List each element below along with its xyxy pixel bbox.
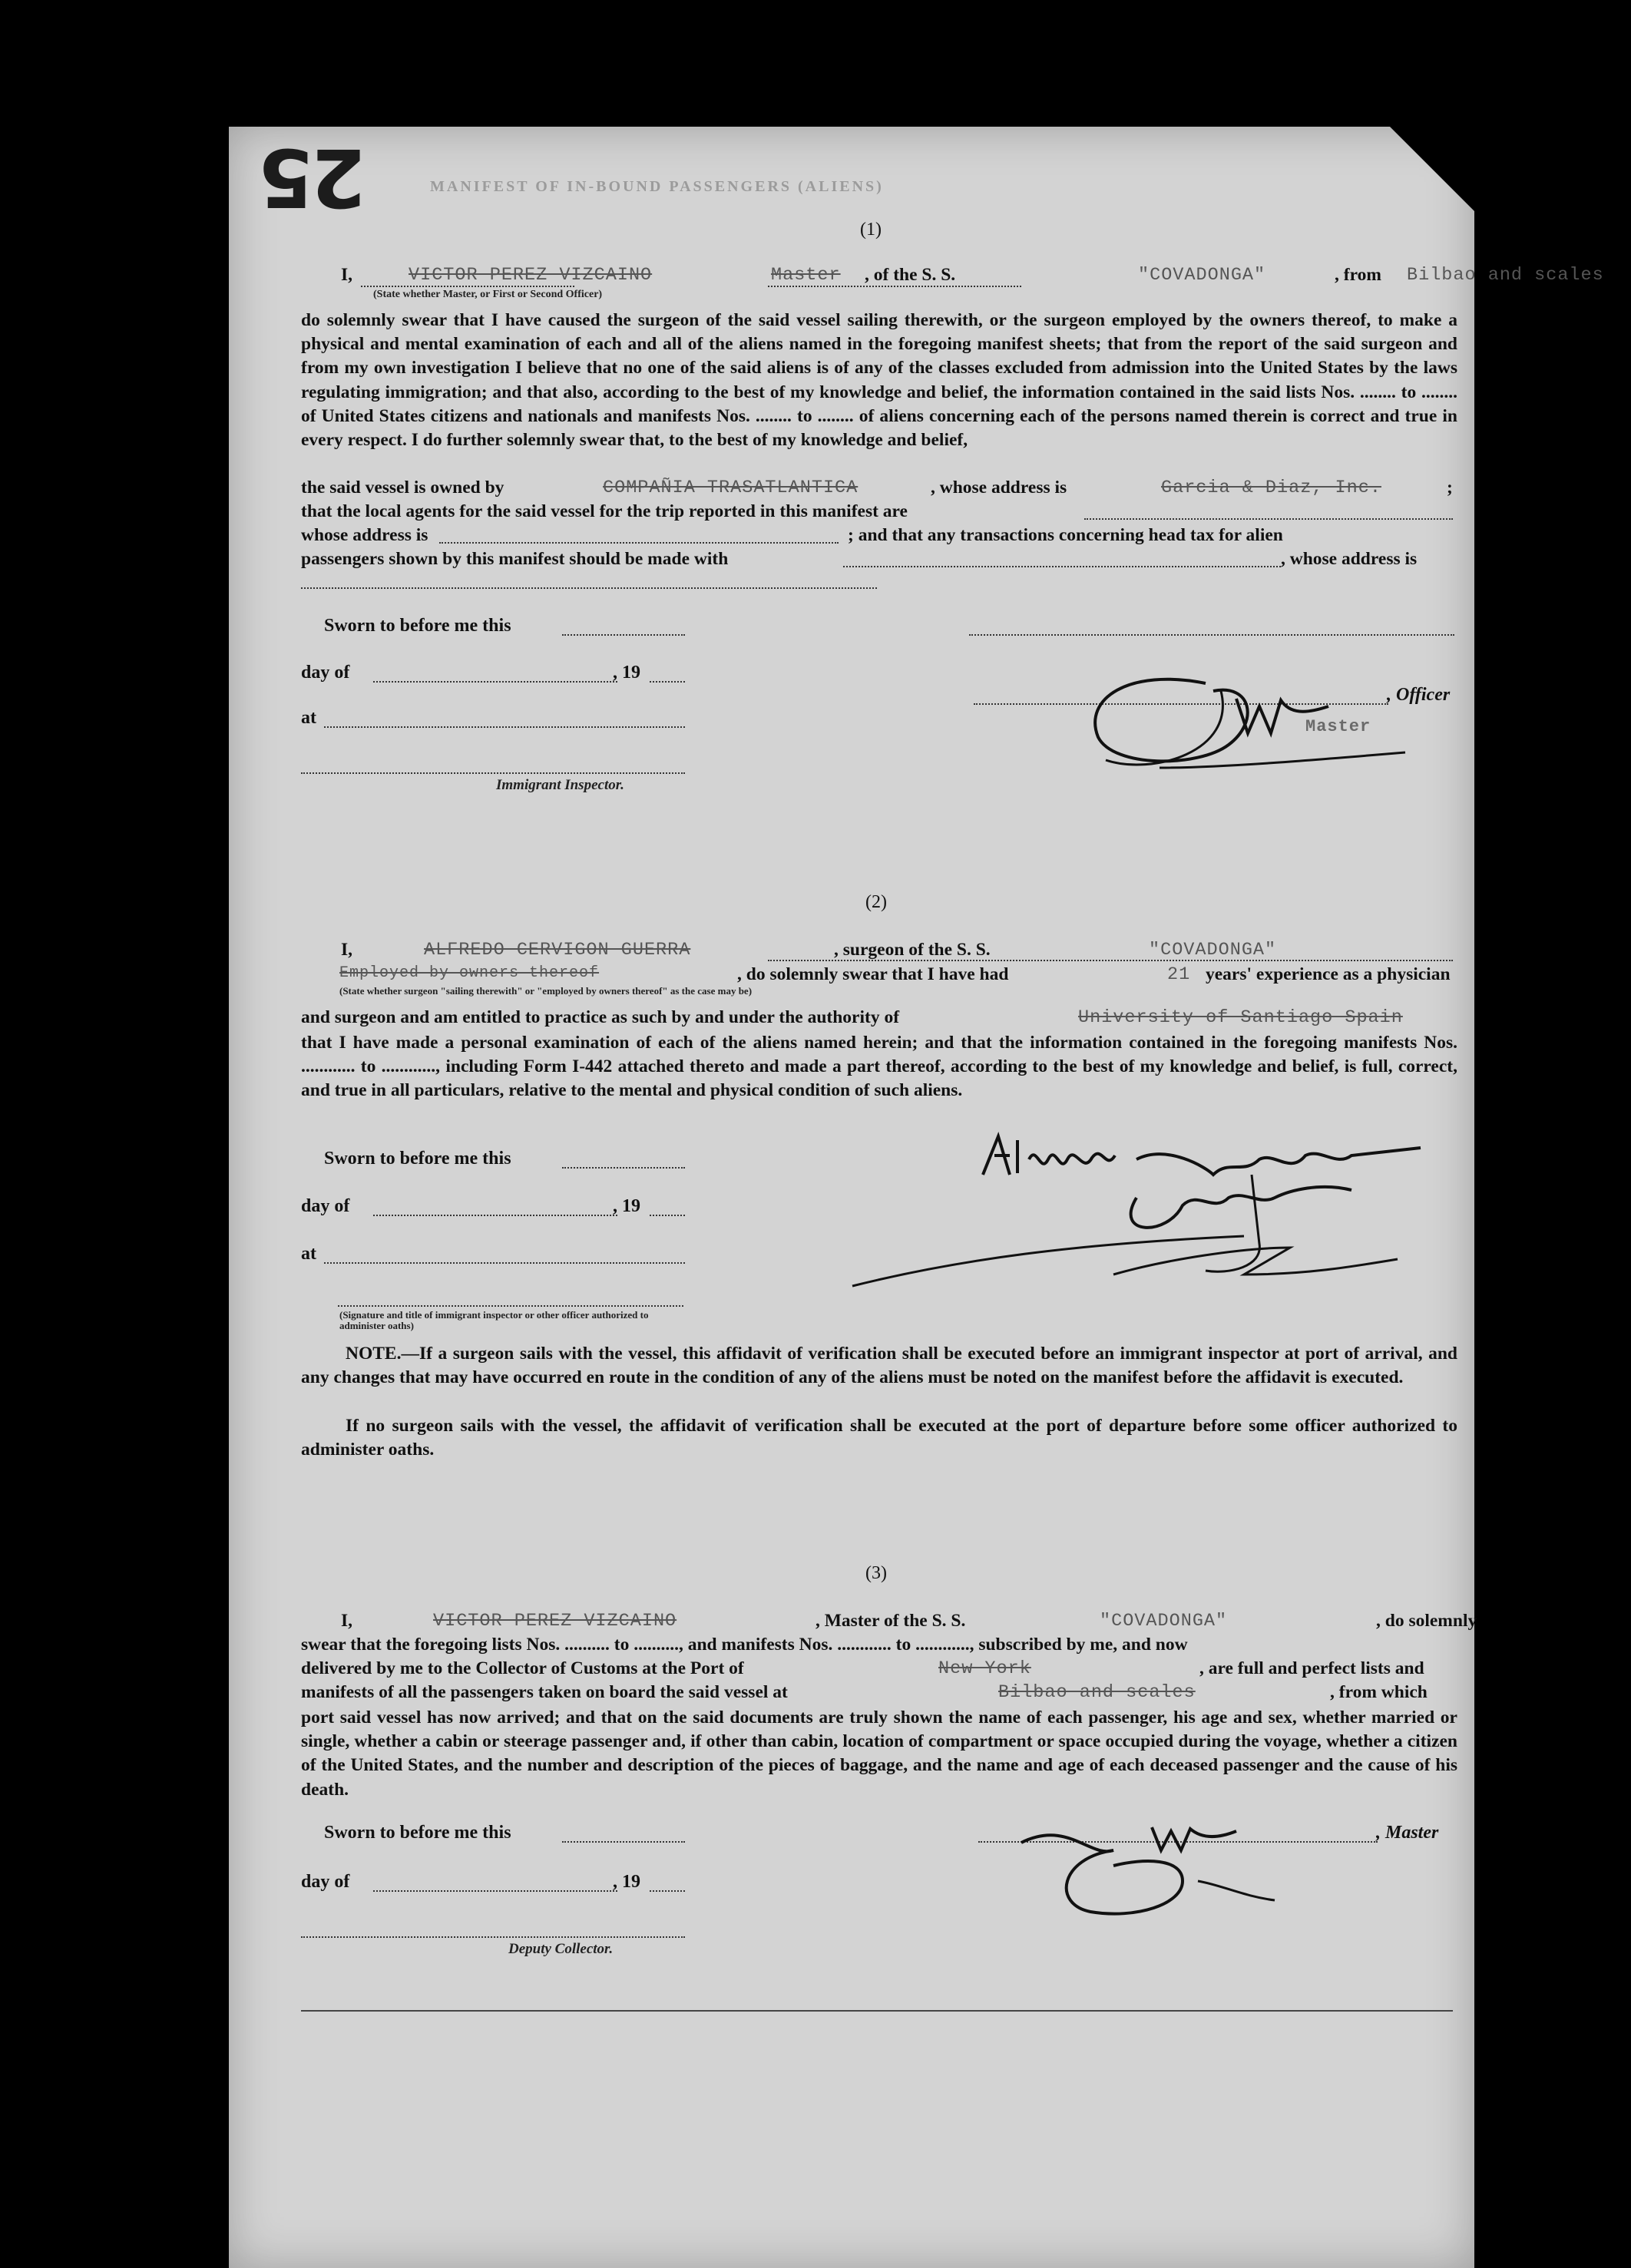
at-label: at: [301, 1244, 316, 1264]
sworn-label: Sworn to before me this: [324, 616, 511, 636]
dotted-line: [361, 286, 574, 287]
dotted-line: [562, 1167, 685, 1169]
dotted-line: [562, 1841, 685, 1843]
master-title: Master: [771, 265, 841, 286]
sworn-label: Sworn to before me this: [324, 1149, 511, 1169]
owner-name: COMPAÑIA TRASATLANTICA: [603, 478, 859, 498]
day-label: day of: [301, 663, 350, 683]
owner-address: Garcia & Diaz, Inc.: [1161, 478, 1381, 498]
port-line: [301, 1658, 1457, 1679]
officer-typed: Master: [1305, 717, 1371, 736]
from-port: Bilbao and scales: [1407, 265, 1604, 286]
whose-address-label: whose address is: [301, 525, 428, 545]
master-signature-1: [1083, 653, 1444, 783]
from-which-label: , from which: [1330, 1682, 1428, 1702]
punch-hole: [1505, 689, 1540, 729]
port-value: New York: [938, 1658, 1031, 1679]
punch-hole: [1509, 1522, 1544, 1562]
section-3-body: port said vessel has now arrived; and that on the said documents are truly shown the name of each passenger, his age and sex, whether married or single, whether a cabin or steerage passenger and, if other than cabin, location of compartment or space occupied during the voyage, whether a citizen of the United States, and the number and description of the pieces of baggage, and the name and age of each deceased passenger and the cause of his death.: [301, 1708, 1457, 1800]
surgeon-name: ALFREDO CERVIGON GUERRA: [424, 940, 691, 960]
inspector-caption: Immigrant Inspector.: [496, 777, 624, 793]
note-text: —If a surgeon sails with the vessel, this affidavit of verification shall be executed before an immigrant inspector at port of arrival, and any changes that may have occurred en route in the condition of any of the aliens must be noted on the manifest before the affidavit is executed.: [301, 1344, 1457, 1388]
punch-hole: [1507, 815, 1543, 855]
vessel-name: "COVADONGA": [1149, 940, 1277, 960]
punch-hole: [1530, 1171, 1566, 1211]
year-label: , 19: [613, 1196, 640, 1216]
dotted-line: [562, 634, 685, 636]
punch-hole: [1507, 301, 1543, 341]
dotted-line: [1084, 518, 1453, 520]
caption: (State whether surgeon "sailing therewith" or "employed by owners thereof" as the case may be): [339, 985, 753, 997]
dotted-line: [338, 1305, 683, 1307]
boarded-label: manifests of all the passengers taken on board the said vessel at: [301, 1682, 788, 1702]
experience-label: years' experience as a physician: [1206, 964, 1451, 984]
master-name: VICTOR PEREZ VIZCAINO: [433, 1611, 677, 1632]
from-label: , from: [1335, 265, 1381, 285]
dotted-line: [650, 1890, 685, 1892]
folded-corner: [1390, 127, 1474, 211]
punch-hole: [1509, 183, 1544, 223]
at-label: at: [301, 708, 316, 728]
years-value: 21: [1167, 964, 1191, 985]
agents-label: that the local agents for the said vessel for the trip reported in this manifest are: [301, 501, 908, 521]
master-label: , Master: [1376, 1823, 1439, 1843]
solemnly-label: , do solemnly: [1376, 1611, 1477, 1631]
owned-label: the said vessel is owned by: [301, 478, 505, 498]
ss-label: , surgeon of the S. S.: [834, 940, 991, 960]
dotted-line: [650, 681, 685, 683]
swear-label: , do solemnly swear that I have had: [737, 964, 1009, 984]
section-1-number: (1): [860, 220, 882, 240]
dotted-line: [373, 1215, 617, 1216]
punch-hole: [1530, 344, 1565, 384]
dotted-line: [301, 772, 685, 774]
note-2: If no surgeon sails with the vessel, the affidavit of verification shall be executed at the port of departure before some officer authorized to administer oaths.: [301, 1416, 1457, 1460]
signature-line: [969, 634, 1454, 636]
ss-label: , Master of the S. S.: [816, 1611, 966, 1631]
pronoun: I,: [341, 265, 353, 285]
port-label: delivered by me to the Collector of Customs at the Port of: [301, 1658, 744, 1678]
punch-hole: [1509, 2157, 1544, 2197]
passengers-label: passengers shown by this manifest should be made with: [301, 549, 729, 569]
collector-caption: Deputy Collector.: [508, 1941, 614, 1957]
dotted-line: [301, 1936, 685, 1938]
dotted-line: [324, 1262, 685, 1264]
authority-value: University of Santiago Spain: [1078, 1007, 1403, 1028]
section-1-body: do solemnly swear that I have caused the surgeon of the said vessel sailing therewith, or the surgeon employed by the owners thereof, to make a physical and mental examination of each and all of the aliens named in the foregoing manifest sheets; that from the report of the said surgeon and from my own investigation I believe that no one of the said aliens is of any of the classes excluded from admission into the United States by the laws regulating immigration; and that also, according to the best of my knowledge and belief, the information contained in the said lists Nos. ........ to ........ of United States citizens and nationals and manifests Nos. ........ to ........ of aliens concerning each of the persons named therein is correct and true in every respect. I do further solemnly swear that, to the best of my knowledge and belief,: [301, 310, 1457, 451]
dotted-line: [373, 681, 617, 683]
boarded-value: Bilbao and scales: [998, 1682, 1196, 1703]
dotted-line: [768, 960, 1453, 961]
dotted-line: [373, 1890, 617, 1892]
vessel-name: "COVADONGA": [1138, 265, 1266, 286]
page-number: 25: [261, 131, 366, 224]
dotted-line: [650, 1215, 685, 1216]
sworn-label: Sworn to before me this: [324, 1823, 511, 1843]
surgeon-signature: [845, 1113, 1428, 1298]
day-label: day of: [301, 1196, 350, 1216]
section-3-number: (3): [865, 1563, 887, 1583]
sig-caption: (Signature and title of immigrant inspector or other officer authorized to administer oaths): [339, 1309, 649, 1331]
address-label: , whose address is: [931, 478, 1067, 498]
dotted-line: [301, 587, 877, 589]
section-3-lists: swear that the foregoing lists Nos. .......... to .........., and manifests Nos. ............ to ............, subscribed by me, and now: [301, 1635, 1188, 1655]
boarded-line: [301, 1682, 1457, 1703]
employment-status: Employed by owners thereof: [339, 964, 600, 982]
punch-hole: [1530, 2008, 1566, 2048]
section-2-body: that I have made a personal examination of each of the aliens named herein; and that the information contained in the foregoing manifests Nos. ............ to ............, including Form I-442 attached thereto and made a part thereof, according to the best of my knowledge and belief, is full, correct, and true in all particulars, relative to the mental and physical condition of such aliens.: [301, 1033, 1457, 1101]
headtax-label: ; and that any transactions concerning head tax for alien: [848, 525, 1283, 545]
dotted-line: [324, 726, 685, 728]
bottom-rule: [301, 2010, 1453, 2012]
pronoun: I,: [341, 1611, 353, 1631]
master-name: VICTOR PEREZ VIZCAINO: [409, 265, 653, 286]
whose-address-label-2: , whose address is: [1281, 549, 1418, 569]
faded-header: MANIFEST OF IN-BOUND PASSENGERS (ALIENS): [430, 178, 884, 195]
ss-label: , of the S. S.: [865, 265, 956, 285]
year-label: , 19: [613, 663, 640, 683]
pronoun: I,: [341, 940, 353, 960]
note-paragraph: [301, 1342, 1457, 1390]
lists-label: , are full and perfect lists and: [1199, 1658, 1424, 1678]
note-label: NOTE.: [346, 1344, 402, 1364]
day-label: day of: [301, 1872, 350, 1892]
officer-label: , Officer: [1387, 685, 1451, 705]
dotted-line: [439, 542, 839, 544]
year-label: , 19: [613, 1872, 640, 1892]
authority-label: and surgeon and am entitled to practice as such by and under the authority of: [301, 1007, 900, 1027]
authority-line: [301, 1007, 1457, 1028]
dotted-line: [768, 286, 1021, 287]
dotted-line: [843, 566, 1281, 567]
master-signature-2: [998, 1797, 1290, 1919]
vessel-name: "COVADONGA": [1100, 1611, 1228, 1632]
owner-line: the said vessel is owned by COMPAÑIA TRASATLANTICA , whose address is Garcia & Diaz, Inc. ;: [301, 478, 1453, 498]
caption: (State whether Master, or First or Second Officer): [373, 289, 603, 300]
section-2-number: (2): [865, 892, 887, 912]
